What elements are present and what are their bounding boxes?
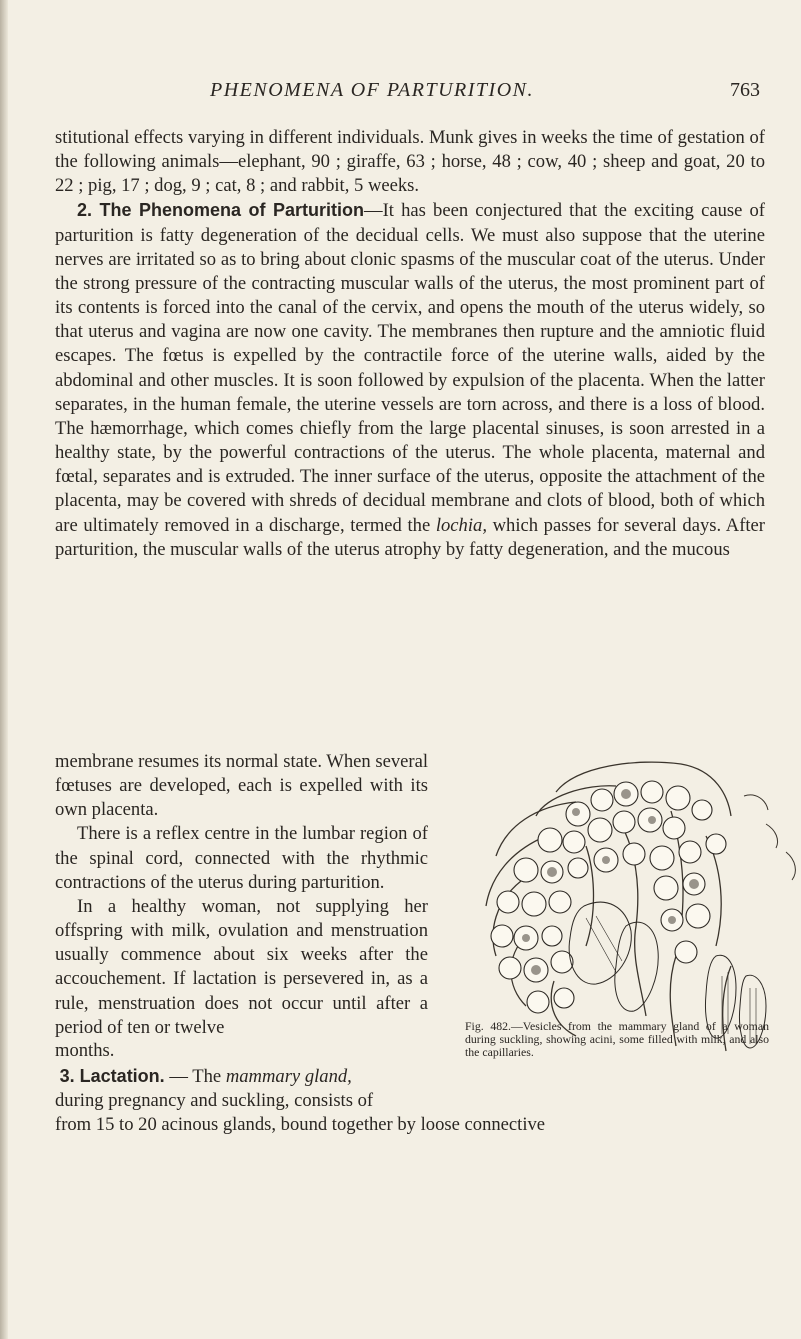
- lactation-line-1: [55, 1064, 775, 1089]
- mammary-gland-engraving: [466, 756, 801, 1058]
- figure-482-illustration: [466, 756, 801, 1058]
- running-head: PHENOMENA OF PARTURITION.: [210, 79, 534, 101]
- paragraph-parturition-text: —It has been conjectured that the exciting cause of parturition is fatty degeneration of the decidual cells. We must also suppose that the uterine nerves are irritated so as to bring about clonic spasms of the muscular coat of the uterus. Under the strong pressure of the contracting muscular walls of the uterus, the most prominent part of its contents is forced into the canal of the cervix, and opens the mouth of the uterus widely, so that uterus and vagina are now one cavity. The membranes then rupture and the amniotic fluid escapes. The fœtus is expelled by the contractile force of the uterine walls, aided by the abdominal and other muscles. It is soon followed by expulsion of the placenta. When the latter separates, in the human female, the uterine vessels are torn across, and there is a loss of blood. The hæmorrhage, which comes chiefly from the large placental sinuses, is soon arrested in a healthy state, by the powerful contractions of the uterus. The whole placenta, maternal and fœtal, separates and is extruded. The inner surface of the uterus, opposite the attachment of the placenta, may be covered with shreds of decidual membrane and clots of blood, both of which are ultimately removed in a discharge, termed the: [55, 200, 765, 536]
- paragraph-parturition-end: which passes for several days. After parturition, the muscular walls of the uterus atrophy by fatty degeneration, and the mucous: [55, 514, 765, 560]
- lactation-line-2: [55, 1089, 775, 1113]
- main-text: [55, 126, 765, 562]
- paragraph-ovulation: [55, 895, 428, 1040]
- figure-caption-text: Fig. 482.—Vesicles from the mammary gland of a woman during suckling, showing acini, some filled with milk, and also the capillaries.: [465, 1019, 769, 1059]
- section-heading-lactation: 3. Lactation.: [59, 1066, 165, 1086]
- page-number: 763: [730, 79, 760, 101]
- lactation-line-3: [55, 1113, 775, 1137]
- paragraph-gestation: [55, 126, 765, 198]
- term-mammary-gland: mammary gland,: [225, 1066, 352, 1087]
- lactation-dash: — The: [164, 1066, 226, 1087]
- figure-caption: [385, 1020, 769, 1059]
- paragraph-reflex-centre: [55, 822, 428, 894]
- paragraph-parturition: [55, 198, 765, 561]
- page-header: [60, 79, 760, 109]
- wrapped-text: [55, 750, 428, 1040]
- paragraph-gestation-text: stitutional effects varying in different individuals. Munk gives in weeks the time of gestation of the following animals—elephant, 90 ; giraffe, 63 ; horse, 48 ; cow, 40 ; sheep and goat, 20 to 22 ; pig, 17 ; dog, 9 ; cat, 8 ; and rabbit, 5 weeks.: [55, 127, 765, 197]
- lactation-line-3-text: from 15 to 20 acinous glands, bound together by loose connective: [55, 1114, 546, 1136]
- lactation-line-2-text: during pregnancy and suckling, consists of: [55, 1090, 374, 1112]
- section-heading-parturition: 2. The Phenomena of Parturition: [77, 200, 365, 221]
- term-lochia: lochia,: [435, 514, 487, 536]
- paragraph-membrane-text: membrane resumes its normal state. When several fœtuses are developed, each is expelled with its own placenta.: [55, 751, 428, 821]
- page-edge-shadow: [0, 0, 8, 1339]
- paragraph-ovulation-text: In a healthy woman, not supplying her offspring with milk, ovulation and menstruation usually commence about six weeks after the accouchement. If lactation is persevered in, as a rule, menstruation does not occur until after a period of ten or twelve: [55, 895, 428, 1038]
- line-months: months.: [55, 1040, 115, 1061]
- paragraph-reflex-text: There is a reflex centre in the lumbar region of the spinal cord, connected with the rhythmic contractions of the uterus during parturition.: [55, 823, 428, 893]
- paragraph-lactation: [55, 1064, 775, 1137]
- paragraph-membrane: [55, 750, 428, 822]
